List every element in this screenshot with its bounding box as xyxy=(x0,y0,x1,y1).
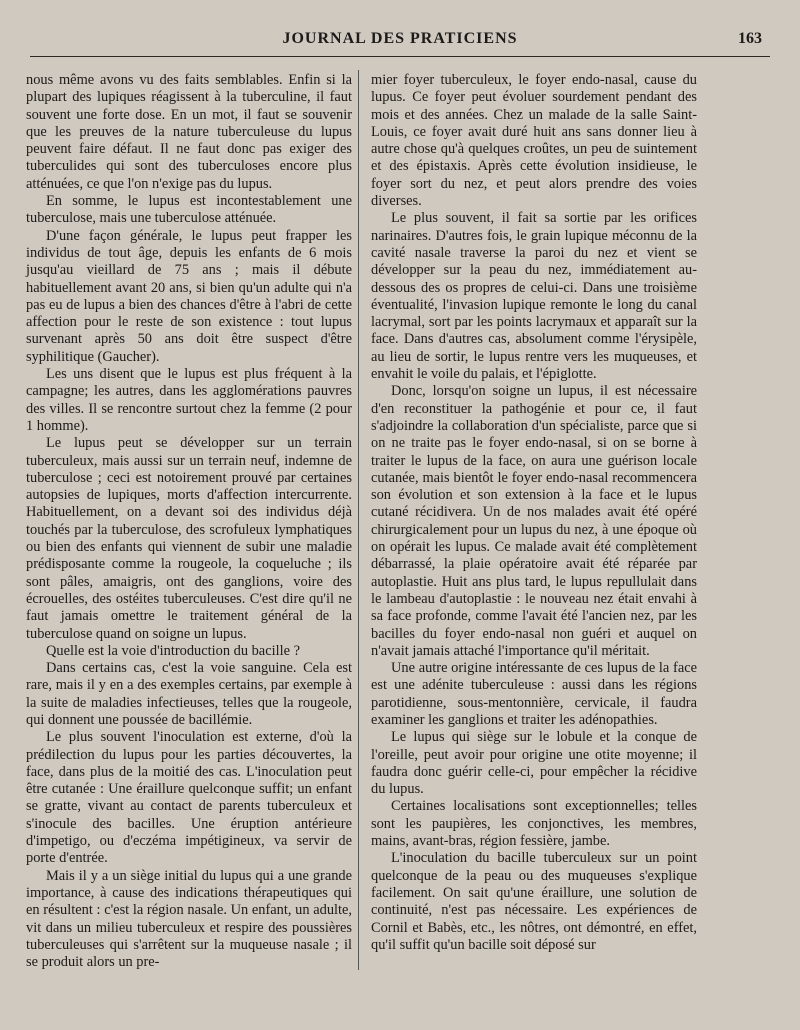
page-header xyxy=(30,26,770,56)
header-rule xyxy=(30,56,770,57)
paragraph: Le lupus qui siège sur le lobule et la conque de l'oreille, peut avoir pour origine une otite moyenne; il faudra donc guérir celle-ci, pour empêcher la récidive du lupus. xyxy=(371,729,697,798)
paragraph: nous même avons vu des faits semblables. Enfin si la plupart des lupiques réagissent à la tuberculine, il faut souvent une forte dose. En un mot, il faut se souvenir que les preuves de la nature tuberculeuse du lupus peuvent faire défaut. Il ne faut donc pas exiger des tuberculides qui sont des tuberculoses encore plus atténuées, ce que l'on n'exige pas du lupus. xyxy=(26,72,352,192)
paragraph: Le plus souvent, il fait sa sortie par les orifices narinaires. D'autres fois, le grain lupique méconnu de la cavité nasale traverse la paroi du nez et vient se développer sur la peau du nez, immédiatement au-dessous des os propres de celui-ci. Dans une troisième éventualité, l'invasion lupique remonte le long du canal lacrymal, sort par les points lacrymaux et apparaît sur la face. Dans d'autres cas, absolument comme l'érysipèle, au lieu de sortir, le lupus rentre vers les muqueuses, et envahit le voile du palais, et l'épiglotte. xyxy=(371,210,697,383)
paragraph: D'une façon générale, le lupus peut frapper les individus de tout âge, depuis les enfants de 6 mois jusqu'au vieillard de 75 ans ; mais il débute habituellement avant 20 ans, si bien qu'un adulte qui n'a pas eu de lupus a bien des chances d'être à l'abri de cette affection pour le reste de son existence : tout lupus survenant après 50 ans doit être suspect d'être syphilitique (Gaucher). xyxy=(26,227,352,365)
paragraph: mier foyer tuberculeux, le foyer endo-nasal, cause du lupus. Ce foyer peut évoluer sourdement pendant des mois et des années. Chez un malade de la salle Saint-Louis, ce foyer avait duré huit ans sans donner lieu à autre chose qu'à quelques croûtes, un peu de suintement et des épistaxis. Après cette évolution insidieuse, le foyer sort du nez, et peut alors prendre des voies diverses. xyxy=(371,72,697,210)
journal-title: JOURNAL DES PRATICIENS xyxy=(282,30,518,47)
left-column xyxy=(26,72,352,971)
paragraph: Une autre origine intéressante de ces lupus de la face est une adénite tuberculeuse : aussi dans les régions parotidienne, sous-mentonnière, cervicale, il faudra examiner les ganglions et traiter les adénopathies. xyxy=(371,660,697,728)
paragraph: L'inoculation du bacille tuberculeux sur un point quelconque de la peau ou des muqueuses s'explique facilement. On sait qu'une éraillure, une solution de continuité, n'est pas nécessaire. Les expériences de Cornil et Babès, etc., les nôtres, ont démontré, en effet, qu'il suffit qu'un bacille soit déposé sur xyxy=(371,850,697,953)
paragraph: Mais il y a un siège initial du lupus qui a une grande importance, à cause des indications thérapeutiques qui en résultent : c'est la région nasale. Un enfant, un adulte, vit dans un milieu tuberculeux et respire des poussières tuberculeuses qui s'arrêtent sur la muqueuse nasale ; il se produit alors un pre- xyxy=(26,867,352,971)
right-column xyxy=(371,72,697,954)
paragraph: Donc, lorsqu'on soigne un lupus, il est nécessaire d'en reconstituer la pathogénie et pour ce, il faut s'adjoindre la collaboration d'un spécialiste, parce que si on ne traite pas le foyer endo-nasal, si on se borne à traiter le lupus de la face, on aura une guérison locale cutanée, mais bientôt le foyer endo-nasal recommencera son évolution et son extension à la face et le lupus cutané récidivera. Un de nos malades avait été opéré chirurgicalement pour un lupus du nez, à une époque où on opérait les lupus. Ce malade avait été complètement débarrassé, la plaie opératoire avait été réparée par autoplastie. Huit ans plus tard, le lupus repullulait dans le lambeau d'autoplastie : le nouveau nez était envahi à sa face profonde, comme l'avait été l'ancien nez, par les bacilles du foyer endo-nasal non guéri et auquel on n'avait jamais attaché l'importance qu'il méritait. xyxy=(371,383,697,659)
column-divider xyxy=(358,70,359,970)
paragraph: Dans certains cas, c'est la voie sanguine. Cela est rare, mais il y en a des exemples certains, par exemple à la suite de maladies infectieuses, telles que la rougeole, qui donnent une poussée de bacillémie. xyxy=(26,660,352,728)
paragraph: Le lupus peut se développer sur un terrain tuberculeux, mais aussi sur un terrain neuf, indemne de tuberculose ; ceci est notoirement prouvé par certaines autopsies de lupiques, morts d'affection intercurrente. Habituellement, on a devant soi des individus déjà touchés par la tuberculose, des scrofuleux lymphatiques ou bien des enfants qui viennent de subir une maladie prédisposante comme la rougeole, la coqueluche ; ils sont pâles, amaigris, ont des ganglions, voire des écrouelles, des ostéites tuberculeuses. C'est dire qu'il ne faut jamais omettre le traitement général de la tuberculose quand on soigne un lupus. xyxy=(26,435,352,642)
paragraph: En somme, le lupus est incontestablement une tuberculose, mais une tuberculose atténuée. xyxy=(26,193,352,227)
page-number: 163 xyxy=(738,30,762,47)
paragraph: Les uns disent que le lupus est plus fréquent à la campagne; les autres, dans les agglomérations pauvres des villes. Il se rencontre surtout chez la femme (2 pour 1 homme). xyxy=(26,366,352,434)
paragraph: Certaines localisations sont exceptionnelles; telles sont les paupières, les conjonctives, les membres, mains, avant-bras, région fessière, jambe. xyxy=(371,798,697,850)
paragraph: Quelle est la voie d'introduction du bacille ? xyxy=(46,642,300,659)
paragraph: Le plus souvent l'inoculation est externe, d'où la prédilection du lupus pour les parties découvertes, la face, dans plus de la moitié des cas. L'inoculation peut être cutanée : Une éraillure quelconque suffit; un enfant se gratte, vivant au contact de parents tuberculeux et s'inocule des bacilles. Une éruption antérieure d'impetigo, ou d'eczéma impétigineux, va servir de porte d'entrée. xyxy=(26,729,352,867)
